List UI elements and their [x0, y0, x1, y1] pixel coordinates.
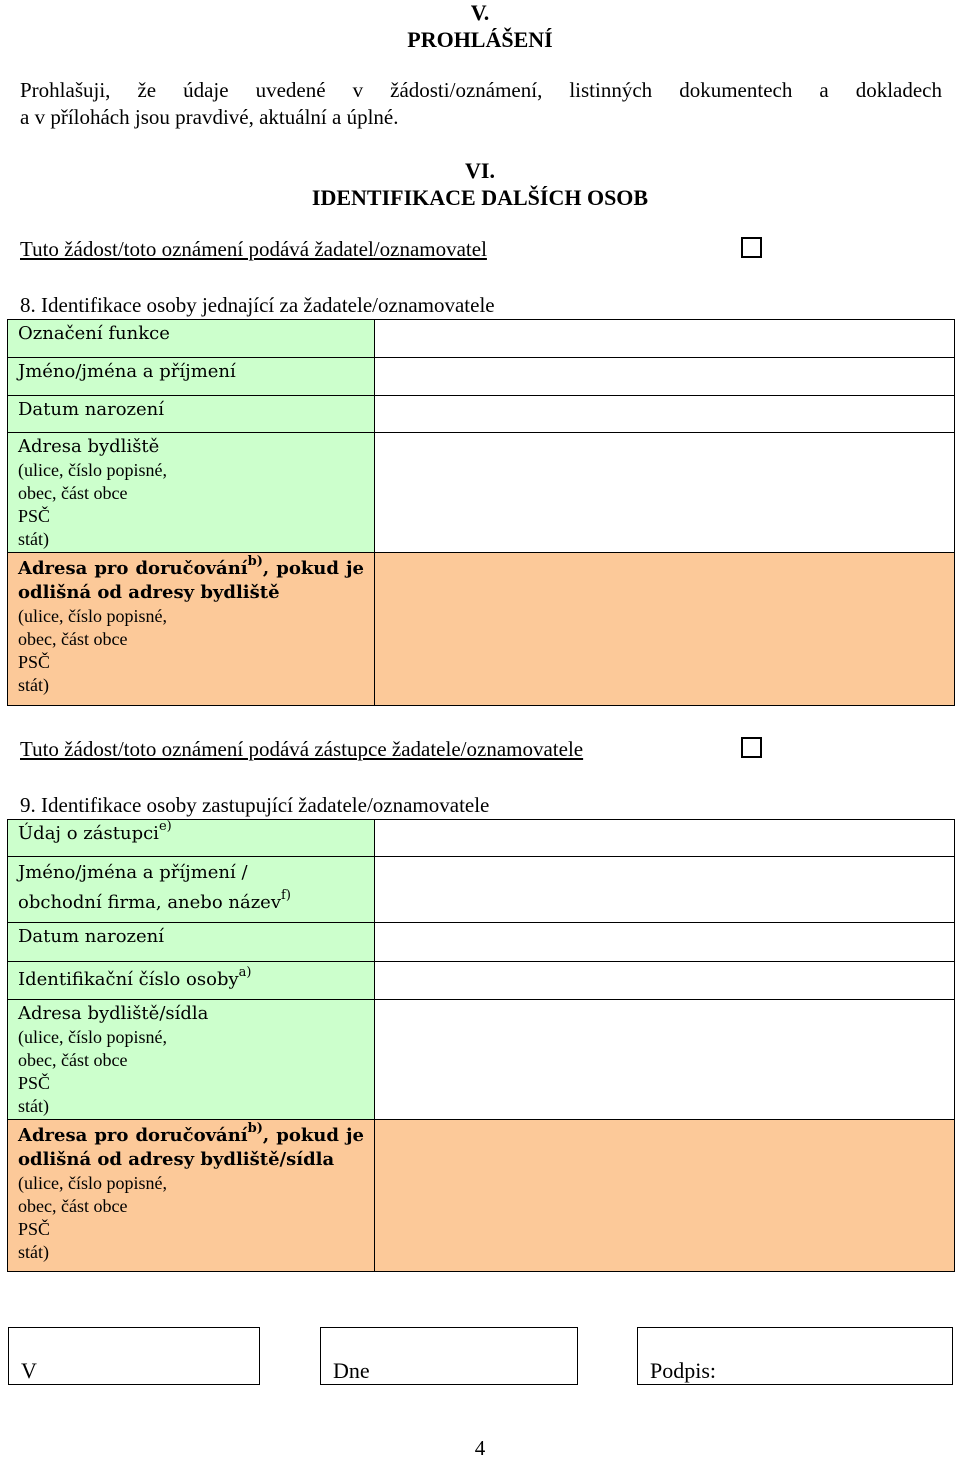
representative-address-field[interactable] [375, 1000, 955, 1120]
delivery-address-field[interactable] [375, 553, 955, 706]
representative-info-field[interactable] [375, 820, 955, 857]
representative-option-label: Tuto žádost/toto oznámení podává zástupce žadatele/oznamovatele [20, 737, 584, 761]
id-number-label: Identifikační číslo osoby$^{a)}$ [8, 962, 375, 1000]
page-number: 4 [474, 1436, 486, 1460]
id-number-field[interactable] [375, 962, 955, 1000]
representative-address-label: Adresa bydliště/sídla (ulice, číslo popisné, obec, část obce PSČ stát) [8, 1000, 375, 1120]
signature-label: Podpis: [650, 1358, 717, 1383]
address-label: Adresa bydliště (ulice, číslo popisné, obec, část obce PSČ stát) [8, 433, 375, 553]
place-field[interactable] [8, 1327, 260, 1385]
section-5-title: PROHLÁŠENÍ [407, 27, 553, 52]
birth-date-label: Datum narození [8, 396, 375, 433]
date-field[interactable] [320, 1327, 578, 1385]
name-field[interactable] [375, 358, 955, 396]
name-label: Jméno/jména a příjmení [8, 358, 375, 396]
applicant-option-label: Tuto žádost/toto oznámení podává žadatel/oznamovatel [20, 237, 487, 261]
delivery-address-label: Adresa pro doručování$^{b)}$, pokud je odlišná od adresy bydliště (ulice, číslo popisné, obec, část obce PSČ stát) [8, 553, 375, 706]
place-label: V [21, 1358, 37, 1383]
representative-delivery-address-label: Adresa pro doručování$^{b)}$, pokud je odlišná od adresy bydliště/sídla (ulice, číslo popisné, obec, část obce PSČ stát) [8, 1120, 375, 1272]
function-field[interactable] [375, 320, 955, 358]
representative-birth-date-field [375, 923, 955, 962]
table-9 [7, 819, 955, 1272]
birth-date-field [375, 396, 955, 433]
table-8-heading: 8. Identifikace osoby jednající za žadatele/oznamovatele [20, 293, 495, 317]
representative-option-checkbox[interactable] [741, 737, 762, 758]
section-6-title: IDENTIFIKACE DALŠÍCH OSOB [311, 185, 649, 210]
section-6-number: VI. [465, 158, 495, 183]
applicant-option-checkbox[interactable] [741, 237, 762, 258]
function-label: Označení funkce [8, 320, 375, 358]
signature-field[interactable] [637, 1327, 953, 1385]
representative-info-label: Údaj o zástupci$^{e)}$ [8, 820, 375, 857]
representative-delivery-address-field[interactable] [375, 1120, 955, 1272]
representative-name-label: Jméno/jména a příjmení / obchodní firma, anebo název$^{f)}$ [8, 857, 375, 923]
section-5-number: V. [470, 0, 490, 25]
declaration-line-2: a v přílohách jsou pravdivé, aktuální a úplné. [20, 105, 399, 129]
representative-name-field[interactable] [375, 857, 955, 923]
declaration-line-1: Prohlašuji, že údaje uvedené v žádosti/oznámení, listinných dokumentech a dokladech [20, 78, 942, 102]
table-9-heading: 9. Identifikace osoby zastupující žadatele/oznamovatele [20, 793, 490, 817]
date-label: Dne [333, 1358, 370, 1383]
table-8 [7, 319, 955, 706]
representative-birth-date-label: Datum narození [8, 923, 375, 962]
address-field[interactable] [375, 433, 955, 553]
